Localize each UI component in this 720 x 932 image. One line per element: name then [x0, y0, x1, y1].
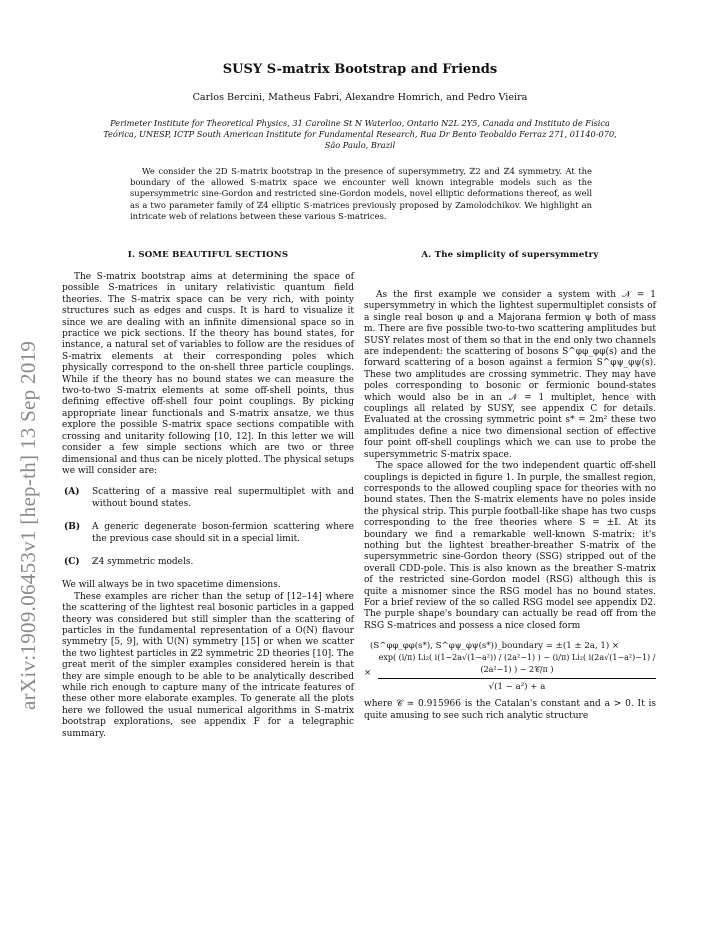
paper-title: SUSY S-matrix Bootstrap and Friends [222, 62, 498, 77]
equation-numerator: exp( (i/π) Li₂( i(1−2a√(1−a²)) / (2a²−1) ) − (i/π) Li₂( i(2a√(1−a²)−1) / (2a²−1) ) − 2𝒞/π ) [378, 652, 656, 679]
section-heading: I. SOME BEAUTIFUL SECTIONS [127, 250, 289, 260]
list-marker: (B) [64, 522, 81, 533]
list-item [62, 487, 354, 510]
list-marker: (C) [64, 556, 80, 567]
susy-paragraph: As the first example we consider a system with 𝒩 = 1 supersymmetry in which the lightest supermultiplet consists of a single real boson φ and a Majorana fermion ψ both of mass m. There are five possible two-to-two scattering amplitudes but SUSY relates most of them so that in the end only two channels are independent: the scattering of bosons S^φφ_φφ(s) and the forward scattering of a boson against a fermion S^φψ_φψ(s). These two amplitudes are crossing symmetric. They may have poles corresponding to bosonic or fermionic bound-states which would also be in an 𝒩 = 1 multiplet, hence with couplings all related by SUSY, see appendix C for details. Evaluated at the crossing symmetric point s* = 2m² these two amplitudes define a nice two dimensional section of effective four point off-shell couplings which we can use to probe the supersymmetric S-matrix space. [364, 290, 656, 460]
left-column [62, 250, 354, 740]
coupling-space-paragraph: The space allowed for the two independent quartic off-shell couplings is depicted in figure 1. In purple, the smallest region, corresponds to the allowed coupling space for theories with no bound states. Then the S-matrix elements have no poles inside the physical strip. This purple football-like shape has two cusps corresponding to the free theories where S = ±𝕀. At its boundary we find a remarkable well-known S-matrix: it's nothing but the lightest breather-breather S-matrix of the supersymmetric sine-Gordon theory (SSG) stripped out of the overall CDD-pole. This is also known as the breather S-matrix of the restricted sine-Gordon model (RSG) although this is quite a misnomer since the RSG model has no bound states. For a brief review of the so called RSG model see appendix D2. The purple shape's boundary can actually be read off from the RSG S-matrices and possess a nice closed form [364, 461, 656, 631]
affiliations: Perimeter Institute for Theoretical Physics, 31 Caroline St N Waterloo, Ontario N2L 2Y5, Canada and Instituto de Física Teórica, UNESP, ICTP South American Institute for Fundamental Research, Rua Dr Bento Teobaldo Ferraz 271, 01140-070, São Paulo, Brazil [103, 118, 617, 150]
setups-list [62, 487, 354, 568]
list-item-text: ℤ4 symmetric models. [92, 556, 194, 567]
boundary-equation [364, 640, 656, 693]
equation-lhs: (S^φφ_φφ(s*), S^φψ_φψ(s*))_boundary = ±(1 ± 2a, 1) × [370, 641, 620, 652]
intro-paragraph: The S-matrix bootstrap aims at determining the space of possible S-matrices in unitary relativistic quantum field theories. The S-matrix space can be very rich, with pointy structures such as edges and cusps. It is hard to visualize it since we are dealing with an infinite dimensional space so in practice we pick sections. If the theory has bound states, for instance, a natural set of variables to follow are the residues of S-matrix elements at their corresponding poles which physically correspond to the on-shell three particle couplings. While if the theory has no bound states we can measure the two-to-two S-matrix elements at some off-shell points, thus defining effective off-shell four point couplings. By picking appropriate linear functionals and S-matrix ansatze, we thus explore the possible S-matrix space sections compatible with crossing and unitarity following [10, 12]. In this letter we will consider a few simple sections which are two or three dimensional and thus can be nicely plotted. The physical setups we will consider are: [62, 272, 354, 476]
author-list: Carlos Bercini, Matheus Fabri, Alexandre Homrich, and Pedro Vieira [192, 92, 528, 103]
right-column [364, 250, 656, 722]
list-marker: (A) [64, 487, 80, 498]
catalan-paragraph: where 𝒞 ≃ 0.915966 is the Catalan's constant and a > 0. It is quite amusing to see such rich analytic structure [364, 699, 656, 721]
arxiv-id-text: arXiv:1909.06453v1 [hep-th] 13 Sep 2019 [16, 340, 40, 710]
equation-fraction: × exp( (i/π) Li₂( i(1−2a√(1−a²)) / (2a²−1) ) − (i/π) Li₂( i(2a√(1−a²)−1) / (2a²−1) ) − 2𝒞/π ) √(1 − a²) + a [364, 653, 656, 693]
list-item-text: Scattering of a massive real supermultiplet with and without bound states. [92, 487, 354, 509]
arxiv-identifier-stamp [10, 250, 50, 710]
list-item [62, 557, 354, 568]
abstract: We consider the 2D S-matrix bootstrap in the presence of supersymmetry, ℤ2 and ℤ4 symmetry. At the boundary of the allowed S-matrix space we encounter well known integrable models such as the supersymmetric sine-Gordon and restricted sine-Gordon models, novel elliptic deformations thereof, as well as a two parameter family of ℤ4 elliptic S-matrices previously proposed by Zamolodchikov. We highlight an intricate web of relations between these various S-matrices. [130, 166, 592, 221]
subsection-heading: A. The simplicity of supersymmetry [421, 250, 599, 260]
examples-paragraph: These examples are richer than the setup of [12–14] where the scattering of the lightest real bosonic particles in a gapped theory was considered but still simpler than the scattering of particles in the fundamental representation of a O(N) flavour symmetry [5, 9], with U(N) symmetry [15] or when we scatter the two lightest particles in ℤ2 symmetric 2D theories [10]. The great merit of the simpler examples considered herein is that they are simple enough to be able to be analytically described while rich enough to capture many of the intricate features of these other more elaborate examples. To generate all the plots here we followed the usual numerical algorithms in S-matrix bootstrap explorations, see appendix F for a telegraphic summary. [62, 591, 354, 739]
list-item [62, 522, 354, 545]
equation-denominator: √(1 − a²) + a [488, 682, 546, 693]
list-item-text: A generic degenerate boson-fermion scattering where the previous case should sit in a special limit. [92, 522, 354, 544]
dimension-paragraph: We will always be in two spacetime dimensions. [62, 580, 281, 591]
